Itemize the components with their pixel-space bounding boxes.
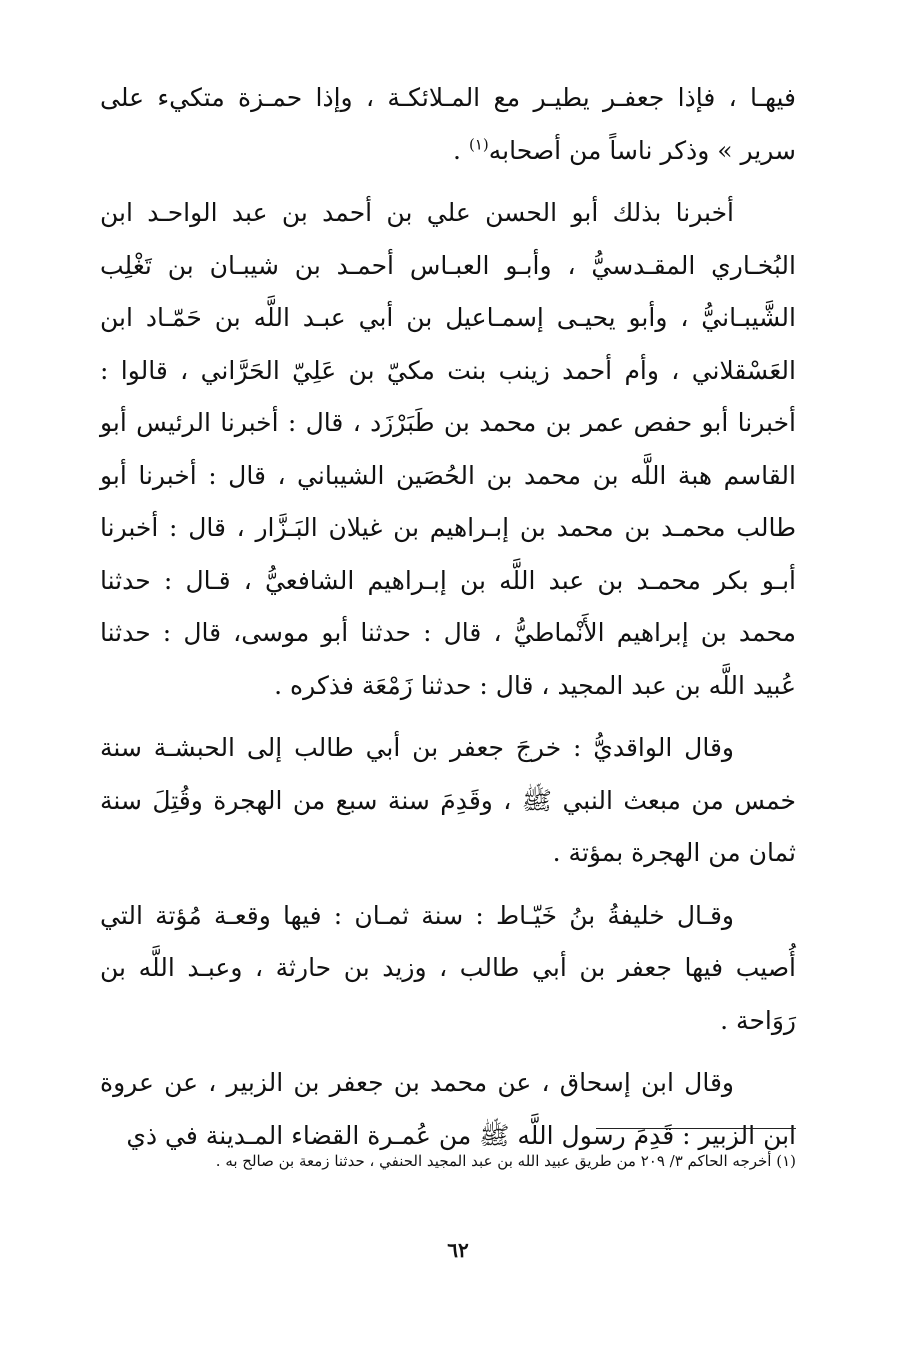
- paragraph-1-tail: .: [453, 135, 469, 165]
- paragraph-3: وقال الواقديُّ : خرجَ جعفر بن أبي طالب إلى الحبشـة سنة خمس من مبعث النبي ﷺ ، وقَدِمَ سنة سبع من الهجرة وقُتِلَ سنة ثمان من الهجرة بمؤتة .: [100, 733, 796, 867]
- footnote: (١) أخرجه الحاكم ٣/ ٢٠٩ من طريق عبيد الله بن عبد المجيد الحنفي ، حدثنا زمعة بن صالح به .: [215, 1152, 796, 1170]
- footnote-divider: [596, 1128, 796, 1129]
- paragraph-1: [100, 72, 796, 177]
- paragraph-1-text: فيهـا ، فإذا جعفـر يطيـر مع المـلائكـة ، وإذا حمـزة متكيء على سرير » وذكر ناساً من أصحابه: [100, 83, 796, 165]
- page-number: ٦٢: [447, 1238, 469, 1262]
- footnote-marker: (١): [468, 135, 489, 154]
- main-text: [100, 72, 796, 1172]
- paragraph-5: وقال ابن إسحاق ، عن محمد بن جعفر بن الزبير ، عن عروة ابن الزبير : قَدِمَ رسول اللَّه ﷺ من عُمـرة القضاء المـدينة في ذي: [100, 1068, 796, 1150]
- paragraph-2: أخبرنا بذلك أبو الحسن علي بن أحمد بن عبد الواحـد ابن البُخـاري المقـدسيُّ ، وأبـو العبـاس أحمـد بن شيبـان بن تَغْلِب الشَّيبـانيُّ ، وأبو يحيـى إسمـاعيل بن أبي عبـد اللَّه بن حَمّـاد ابن العَسْقلاني ، وأم أحمد زينب بنت مكيّ بن عَلِيّ الحَرَّاني ، قالوا : أخبرنا أبو حفص عمر بن محمد بن طَبَرْزَد ، قال : أخبرنا الرئيس أبو القاسم هبة اللَّه بن محمد بن الحُصَين الشيباني ، قال : أخبرنا أبو طالب محمـد بن محمد بن إبـراهيم بن غيلان البَـزَّار ، قال : أخبرنا أبـو بكر محمـد بن عبد اللَّه بن إبـراهيم الشافعيُّ ، قـال : حدثنا محمد بن إبراهيم الأَنْماطيُّ ، قال : حدثنا أبو موسى، قال : حدثنا عُبيد اللَّه بن عبد المجيد ، قال : حدثنا زَمْعَة فذكره .: [100, 198, 796, 700]
- paragraph-4: وقـال خليفةُ بنُ خَيّـاط : سنة ثمـان : فيها وقعـة مُؤتة التي أُصيب فيها جعفر بن أبي طالب ، وزيد بن حارثة ، وعبـد اللَّه بن رَوَاحة .: [100, 900, 796, 1035]
